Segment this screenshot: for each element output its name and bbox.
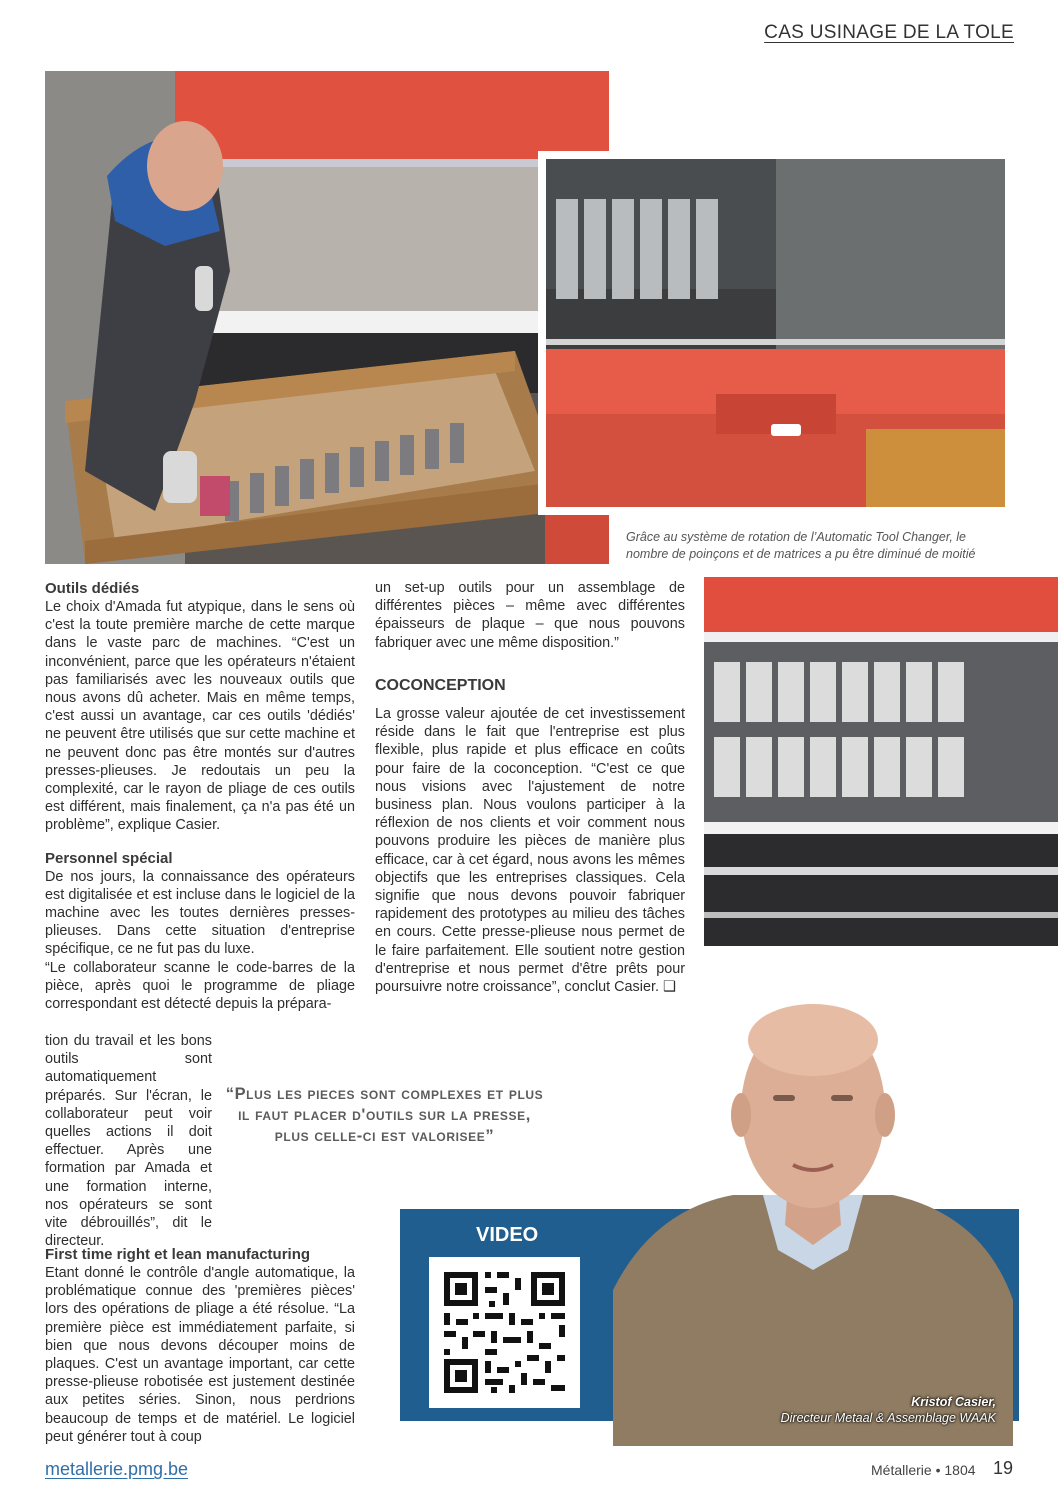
pull-quote-line-3: plus celle-ci est valorisee” [274, 1127, 495, 1145]
portrait-photo [613, 1000, 1013, 1446]
photo-caption [626, 529, 1006, 563]
tool-rack-photo [704, 577, 1058, 946]
portrait-role: Directeur Metaal & Assemblage WAAK [780, 1411, 996, 1425]
paragraph: “Le collaborateur scanne le code-barres de la pièce, après quoi le programme de pliage correspondant est détecté depuis la prépara- [45, 959, 355, 1013]
automatic-tool-changer-photo [546, 159, 1005, 507]
footer-website-link[interactable]: metallerie.pmg.be [45, 1459, 189, 1479]
article-column-1-wrap [45, 1032, 212, 1250]
heading-coconception: COCONCEPTION [375, 676, 506, 694]
caption-line-1: Grâce au système de rotation de l’Automatic Tool Changer, le [626, 530, 967, 544]
paragraph: De nos jours, la connaissance des opérateurs est digitalisée et est incluse dans le logiciel de la machine avec les toutes dernières presses-plieuses. Dans cette situation d'entreprise spécifique, ce ne fut pas du luxe. [45, 868, 355, 958]
paragraph [375, 705, 685, 996]
pull-quote-line-2: il faut placer d'outils sur la presse, [238, 1106, 531, 1124]
paragraph-text: La grosse valeur ajoutée de cet investissement réside dans le fait que l'entreprise est plus flexible, plus rapide et plus efficace en coûts pour faire de la coconception. “C'est ce que nous visions avec l'ajustement de notre business plan. Nous voulons participer à la réflexion de nos clients et voir comment nous pouvons produire les pièces de manière plus efficace, car à cet égard, nous avons les mêmes objectifs que les entreprises classiques. Cela signifie que nous devons pouvoir fabriquer rapidement des prototypes au milieu des tâches en cours. Cette presse-plieuse nous permet de le faire parfaitement. Elle soutient notre gestion d'entreprise et nous permet d'être prêts pour poursuivre notre croissance”, conclut Casier. [375, 706, 685, 996]
heading-outils-dedies: Outils dédiés [45, 580, 140, 597]
end-mark-icon: ❑ [662, 979, 676, 996]
portrait-name: Kristof Casier, [911, 1395, 996, 1409]
article-column-2 [375, 579, 685, 996]
paragraph: Etant donné le contrôle d'angle automatique, la problématique connue des 'premières pièces' lors des opérations de pliage a été résolue. “La première pièce est immédiatement parfaite, si bien que nous devons découper moins de plaques. C'est un avantage important, car cette presse-plieuse robotisée est justement destinée aux petites séries. Sinon, nous perdrions beaucoup de temps et de matériel. Le logiciel peut générer tout à coup [45, 1265, 355, 1445]
heading-first-time-right: First time right et lean manufacturing [45, 1246, 311, 1263]
article-column-1-bottom [45, 1245, 355, 1446]
heading-personnel-special: Personnel spécial [45, 849, 173, 867]
atc-photo [546, 159, 1005, 507]
operator-photo [45, 71, 609, 564]
qr-code-icon[interactable] [429, 1257, 580, 1408]
section-title: CAS USINAGE DE LA TOLE [764, 22, 1014, 43]
page-number: 19 [993, 1458, 1014, 1478]
pull-quote-line-1: “Plus les pieces sont complexes et plus [225, 1085, 544, 1103]
portrait-caption [781, 1394, 996, 1426]
paragraph: un set-up outils pour un assemblage de différentes pièces – même avec différentes épaisseurs de plaque – que nous pouvons fabriquer avec une même disposition.” [375, 580, 685, 651]
pull-quote [222, 1084, 547, 1147]
atc-photo-frame [538, 151, 1013, 515]
footer-magazine-issue: Métallerie • 1804 [871, 1462, 976, 1478]
caption-line-2: nombre de poinçons et de matrices a pu être diminué de moitié [626, 547, 976, 561]
tool-rack-photo-frame [704, 577, 1058, 946]
paragraph: tion du travail et les bons outils sont automatiquement préparés. Sur l'écran, le collaborateur peut voir quelles actions il doit effectuer. Après une formation par Amada et une formation interne, nos opérateurs se sont vite débrouillés”, dit le directeur. [45, 1033, 212, 1250]
kristof-casier-portrait [613, 1000, 1013, 1446]
paragraph: Le choix d'Amada fut atypique, dans le sens où c'est la toute première marche de cette marque dans le vaste parc de machines. “C'est un inconvénient, parce que les opérateurs n'étaient pas familiarisés avec les nouveaux outils que nous avons dû acheter. Mais en même temps, c'est aussi un avantage, car ces outils 'dédiés' ne peuvent être utilisés que sur cette machine et ne peuvent donc pas être montés sur d'autres presses-plieuses. Je redoutais un peu la complexité, car le rayon de pliage de ces outils est différent, mais finalement, ça n'a pas été un problème”, explique Casier. [45, 599, 355, 834]
operator-at-press-brake-photo [45, 71, 609, 564]
video-label: VIDEO [476, 1224, 539, 1246]
article-column-1 [45, 579, 355, 1013]
